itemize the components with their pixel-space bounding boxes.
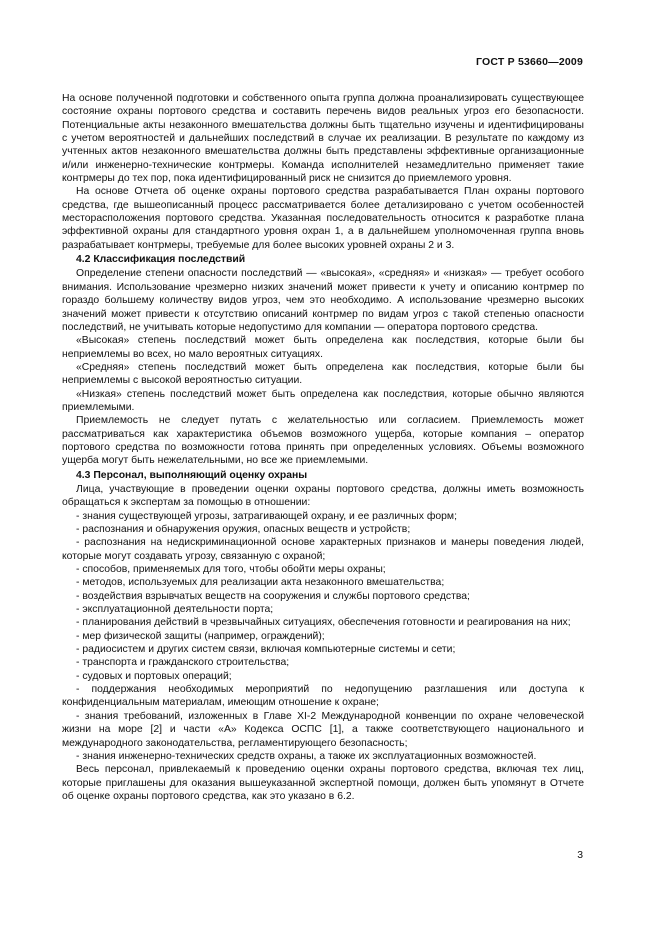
paragraph-intro-2: На основе Отчета об оценке охраны портового средства разрабатывается План охраны портового средства, где вышеописанный процесс рассматривается более детализировано с учетом особенностей месторасположения портового средства. Указанная последовательность относится к разработке плана эффективной охраны для стандартного уровня охран 1, а в дальнейшем уполномоченная группа вновь разрабатывает контрмеры, требуемые для более высоких уровней охраны 2 и 3. [62,186,584,251]
list-item: - планирования действий в чрезвычайных ситуациях, обеспечения готовности и реагирования на них; [76,617,571,629]
list-item: - знания существующей угрозы, затрагивающей охрану, и ее различных форм; [76,510,457,522]
section-4-2-paragraph-1: Определение степени опасности последствий — «высокая», «средняя» и «низкая» — требует особого внимания. Использование чрезмерно низких значений может привести к учету и описанию контрмер по гораздо большему количеству видов угроз, чем это необходимо. А использование чрезмерно высоких значений может привести к отсутствию описаний контрмер по видам угроз с такой степенью опасности последствий, не учитывать которые недопустимо для компании — оператора портового средства. [62,268,584,333]
list-item: - радиосистем и других систем связи, включая компьютерные системы и сети; [76,644,456,656]
section-4-2-paragraph-acceptability: Приемлемость не следует путать с желательностью или согласием. Приемлемость может рассматриваться как характеристика объемов возможного ущерба, которые компания – оператор портового средства по возможности готова принять при определенных условиях. Объемы возможного ущерба могут быть нежелательными, но все же приемлемыми. [62,415,584,467]
list-item: - знания требований, изложенных в Главе XI-2 Международной конвенции по охране человеческой жизни на море [2] и части «А» Кодекса ОСПС [1], а также соответствующего национального и международного законодательства, регламентирующего безопасность; [62,710,584,749]
list-item: - распознания на недискриминационной основе характерных признаков и манеры поведения людей, которые могут создавать угрозу, связанную с охраной; [62,537,584,562]
document-id-header: ГОСТ Р 53660—2009 [475,56,583,68]
list-item: - методов, используемых для реализации акта незаконного вмешательства; [76,577,445,589]
section-4-2-paragraph-low: «Низкая» степень последствий может быть определена как последствия, которые обычно являются приемлемыми. [62,388,584,413]
list-item: - поддержания необходимых мероприятий по недопущению разглашения или доступа к конфиденциальным материалам, имеющим отношение к охране; [62,684,584,709]
section-4-2-heading: 4.2 Классификация последствий [76,254,246,266]
section-4-2-paragraph-medium: «Средняя» степень последствий может быть определена как последствия, которые были бы неприемлемы с высокой вероятностью ситуации. [62,361,584,387]
list-item: - судовых и портовых операций; [76,670,232,682]
section-4-2-paragraph-high: «Высокая» степень последствий может быть определена как последствия, которые были бы неприемлемы во всех, но мало вероятных ситуациях. [62,335,584,360]
list-item: - распознания и обнаружения оружия, опасных веществ и устройств; [76,524,411,535]
document-body [62,92,584,803]
list-item: - эксплуатационной деятельности порта; [76,604,274,616]
section-4-3-intro: Лица, участвующие в проведении оценки охраны портового средства, должны иметь возможность обращаться к экспертам за помощью в отношении: [62,483,584,509]
list-item: - мер физической защиты (например, ограждений); [76,630,325,642]
page-number: 3 [577,850,583,861]
section-4-3-closing: Весь персонал, привлекаемый к проведению оценки охраны портового средства, включая тех лиц, которые приглашены для оказания вышеуказанной экспертной помощи, должен быть упомянут в Отчете об оценке охраны портового средства, как это указано в 6.2. [62,764,584,802]
list-item: - транспорта и гражданского строительства; [76,657,290,669]
section-4-3-heading: 4.3 Персонал, выполняющий оценку охраны [76,469,308,481]
paragraph-intro-1: На основе полученной подготовки и собственного опыта группа должна проанализировать существующее состояние охраны портового средства и составить перечень видов реальных угроз его безопасности. Потенциальные акты незаконного вмешательства должны быть тщательно изучены и идентифицированы с учетом вероятностей и дальнейших последствий в случае их реализации. В результате по каждому из учтенных актов незаконного вмешательства должны быть представлены эффективные организационные и/или инженерно-технические контрмеры. Команда исполнителей незамедлительно применяет такие контрмеры до тех пор, пока идентифицированный риск не снизится до приемлемого уровня. [62,93,584,185]
list-item: - способов, применяемых для того, чтобы обойти меры охраны; [76,564,386,576]
list-item: - воздействия взрывчатых веществ на сооружения и службы портового средства; [76,590,470,602]
list-item: - знания инженерно-технических средств охраны, а также их эксплуатационных возможностей. [76,750,537,762]
